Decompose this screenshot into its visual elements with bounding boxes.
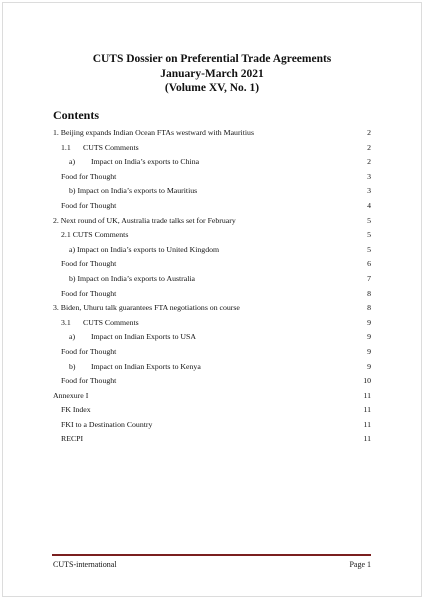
toc-entry[interactable]	[53, 316, 371, 331]
toc-entry[interactable]	[53, 243, 371, 258]
toc-entry-title: Annexure I	[53, 390, 89, 400]
document-period: January-March 2021	[160, 67, 264, 80]
toc-entry[interactable]	[53, 301, 371, 316]
toc-entry-title: a) Impact on India’s exports to United Kingdom	[69, 244, 220, 254]
toc-entry-page: 2	[367, 142, 371, 152]
toc-entry-number: 3.1	[61, 317, 71, 327]
toc-entry[interactable]	[53, 126, 371, 141]
toc-entry[interactable]	[53, 345, 371, 360]
toc-entry[interactable]	[53, 155, 371, 170]
toc-entry-page: 8	[367, 303, 371, 313]
toc-entry[interactable]	[53, 170, 371, 185]
toc-entry-page: 2	[367, 128, 371, 137]
toc-entry[interactable]	[53, 214, 371, 229]
toc-entry-page: 9	[367, 346, 371, 356]
document-volume: (Volume XV, No. 1)	[164, 82, 260, 94]
toc-entry-title: Impact on Indian Exports to Kenya	[91, 361, 201, 371]
toc-entry-page: 5	[367, 230, 371, 240]
toc-entry-page: 3	[367, 171, 371, 181]
toc-entry[interactable]	[53, 389, 371, 404]
toc-entry-page: 10	[363, 376, 371, 386]
table-of-contents	[53, 126, 371, 447]
document-title: CUTS Dossier on Preferential Trade Agreements	[92, 53, 332, 65]
toc-entry[interactable]	[53, 272, 371, 287]
document-header	[0, 52, 424, 96]
toc-entry-page: 11	[363, 434, 371, 444]
toc-entry[interactable]	[53, 184, 371, 199]
toc-entry-title: 1. Beijing expands Indian Ocean FTAs westward with Mauritius	[53, 128, 254, 137]
toc-entry-title: Food for Thought	[61, 346, 117, 356]
toc-entry-page: 9	[367, 332, 371, 342]
toc-entry-page: 3	[367, 186, 371, 196]
toc-entry-title: CUTS Comments	[83, 142, 139, 152]
toc-entry-page: 7	[367, 273, 371, 283]
toc-entry-page: 9	[367, 361, 371, 371]
toc-entry-page: 8	[367, 288, 371, 298]
contents-heading: Contents	[53, 108, 100, 122]
toc-entry-page: 6	[367, 259, 371, 269]
toc-entry[interactable]	[53, 257, 371, 272]
toc-entry-title: Food for Thought	[61, 259, 117, 269]
toc-entry[interactable]	[53, 287, 371, 302]
toc-entry-title: 2.1 CUTS Comments	[61, 230, 129, 240]
toc-entry-title: CUTS Comments	[83, 317, 139, 327]
toc-entry-page: 9	[367, 317, 371, 327]
toc-entry[interactable]	[53, 403, 371, 418]
toc-entry[interactable]	[53, 141, 371, 156]
toc-entry-number: a)	[69, 332, 76, 342]
toc-entry-number: a)	[69, 157, 76, 167]
toc-entry-page: 11	[363, 419, 371, 429]
toc-entry-title: Food for Thought	[61, 200, 117, 210]
toc-entry-number: 1.1	[61, 142, 71, 152]
toc-entry[interactable]	[53, 374, 371, 389]
toc-entry-title: Food for Thought	[61, 171, 117, 181]
toc-entry-title: FKI to a Destination Country	[61, 419, 153, 429]
toc-entry-page: 4	[367, 200, 371, 210]
footer-rule	[52, 554, 371, 556]
toc-entry-title: Impact on India’s exports to China	[91, 157, 200, 167]
toc-entry[interactable]	[53, 418, 371, 433]
toc-entry-title: RECPI	[61, 434, 84, 444]
toc-entry-title: Food for Thought	[61, 288, 117, 298]
footer-organization: CUTS-international	[53, 560, 117, 569]
toc-entry-title: 2. Next round of UK, Australia trade talks set for February	[53, 215, 236, 225]
toc-entry-page: 2	[367, 157, 371, 167]
toc-entry-title: Food for Thought	[61, 376, 117, 386]
toc-entry-page: 11	[363, 405, 371, 415]
toc-entry[interactable]	[53, 432, 371, 447]
toc-entry[interactable]	[53, 330, 371, 345]
toc-entry-page: 11	[363, 390, 371, 400]
toc-entry-title: 3. Biden, Uhuru talk guarantees FTA negotiations on course	[53, 303, 240, 313]
toc-entry-title: Impact on Indian Exports to USA	[91, 332, 197, 342]
toc-entry[interactable]	[53, 360, 371, 375]
toc-entry-title: FK Index	[61, 405, 91, 415]
footer-page-number: Page 1	[349, 560, 371, 569]
toc-entry-number: b)	[69, 361, 76, 371]
toc-entry-page: 5	[367, 215, 371, 225]
toc-entry-title: b) Impact on India’s exports to Australia	[69, 273, 196, 283]
toc-entry[interactable]	[53, 228, 371, 243]
toc-entry-title: b) Impact on India’s exports to Mauritius	[69, 186, 198, 196]
toc-entry-page: 5	[367, 244, 371, 254]
toc-entry[interactable]	[53, 199, 371, 214]
